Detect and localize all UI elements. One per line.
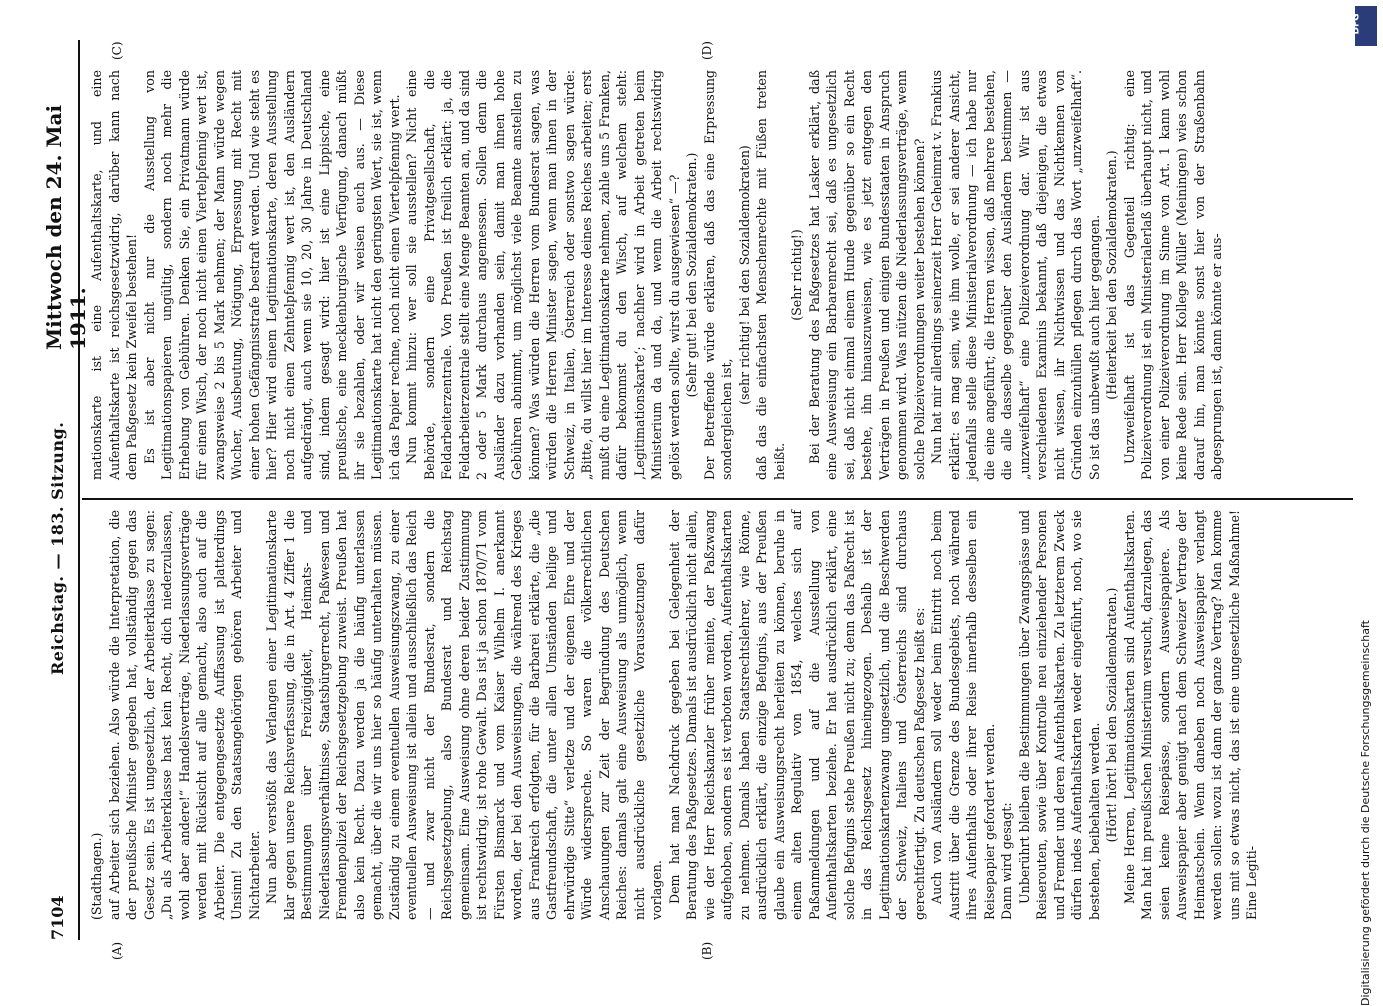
paragraph: Meine Herren, Legitimationskarten sind Aufenthaltskarten. Man hat im preußischen Ministerium versucht, darzulegen, das seien keine Reisepässe, sondern Ausweispapiere. Als Ausweispapier aber genügt nach dem Schweizer Vertrage der Heimatschein. Wenn daneben noch Ausweispapier verlangt werden sollen: wozu ist dann der ganze Vertrag? Man komme uns mit so etwas nicht, das ist eine ungesetzliche Maßnahme! Eine Legiti- — [1121, 510, 1259, 920]
interjection: (Hört! hört! bei den Sozialdemokraten.) — [1104, 587, 1119, 843]
interjection: (Sehr gut! bei den Sozialdemokraten.) — [684, 152, 699, 398]
dfg-logo: DFG — [1355, 6, 1377, 46]
page-number: 7104 — [48, 895, 67, 940]
page-header — [40, 40, 90, 940]
quotation: Unberührt bleiben die Bestimmungen über Zwangspässe und Reiserouten, sowie über Kontrolle neu einziehender Personen und Fremder und deren Aufenthaltskarten. Zu letzterem Zweck dürfen indes Aufenthaltskarten weder eingeführt, noch, wo sie bestehen, beibehalten werden. — [1016, 510, 1102, 920]
paragraph: auf Arbeiter sich beziehen. Also würde die Interpretation, die der preußische Minister gegeben hat, vollständig gegen das Gesetz sein. Es ist ungesetzlich, der Arbeiterklasse zu sagen: „Du als Arbeiterklasse hast kein Recht, dich niederzulassen, wohl aber andere!“ Handelsverträge, Niederlassungsverträge werden mit Rücksicht auf alle gemacht, also auch auf die Arbeiter. Die entgegengesetzte Auffassung ist platterdings Unsinn! Zu den Staatsangehörigen gehören Arbeiter und Nichtarbeiter. — [106, 510, 262, 920]
paragraph: Dem hat man Nachdruck gegeben bei Gelegenheit der Beratung des Paßgesetzes. Damals ist ausdrücklich nicht allein, wie der Herr Reichskanzler früher meinte, der Paßzwang aufgehoben, sondern es ist verboten worden, Aufenthaltskarten zu nehmen. Damals haben Staatsrechtslehrer, wie Rönne, ausdrücklich erklärt, die einzige Befugnis, aus der Preußen glaube ein Ausweisungsrecht herleiten zu können, beruhe in einem alten Regulativ von 1854, welches sich auf Paßanmeldungen und auf die Ausstellung von Aufenthaltskarten beziehe. Er hat ausdrücklich erklärt, eine solche Befugnis stehe Preußen nicht zu; denn das Paßrecht ist in das Reichsgesetz hineingezogen. Deshalb ist der Legitimationskartenzwang ungesetzlich, und die Beschwerden der Schweiz, Italiens und Österreichs sind durchaus gerechtfertigt. Zu deutschen Paßgesetz heißt es: — [666, 510, 927, 920]
session-date: Mittwoch den 24. Mai 1911. — [42, 104, 90, 350]
paragraph: Unzweifelhaft ist das Gegenteil richtig: eine Polizeiverordnung ist ein Ministerialerlaß überhaupt nicht, und von einer Polizeiverordnung im Sinne von Art. 1 kann wohl keine Rede sein. Herr Kollege Müller (Meiningen) wies schon darauf hin, man könnte sonst hier von der Straßenbahn abgesprungen ist, dann könnte er aus- — [1121, 70, 1224, 480]
digitization-credit: Digitalisierung gefördert durch die Deutsche Forschungsgemeinschaft — [1359, 620, 1372, 1006]
column-divider — [82, 498, 1353, 500]
margin-marker-a: (A) — [110, 941, 124, 960]
paragraph: daß das die einfachsten Menschenrechte mit Füßen treten heißt. — [754, 70, 787, 480]
margin-marker-b: (B) — [700, 941, 714, 960]
left-column — [88, 510, 1261, 920]
paragraph: Nun hat mir allerdings seinerzeit Herr Geheimrat v. Frankius erklärt: es mag sein, wie ihm wolle, er sei anderer Ansicht, jedenfalls stelle diese Ministerialverordnung — ich habe nur die eine angeführt; die Herren wissen, daß mehrere bestehen, die alle dasselbe gegenüber den Ausländern bestimmen — „unzweifelhaft“ eine Polizeiverordnung dar. Wir ist aus verschiedenen Examinis bekannt, daß diejenigen, die etwas nicht wissen, ihr Nichtwissen und das Nichtkennen von Gründen einzuhüllen pflegen durch das Wort „unzweifelhaft“. So ist das unbewußt auch hier gegangen. — [929, 70, 1102, 480]
paragraph: mationskarte ist eine Aufenthaltskarte, und eine Aufenthaltskarte ist reichsgesetzwidrig, darüber kann nach dem Paßgesetz kein Zweifel bestehen! — [89, 70, 139, 480]
paragraph: Der Betreffende würde erklären, daß das eine Erpressung sondergleichen ist, — [701, 70, 734, 480]
header-rule — [78, 40, 80, 940]
quotation: Auch von Ausländern soll weder beim Eintritt noch beim Austritt über die Grenze des Bundesgebiets, noch während ihres Aufenthalts oder ihrer Reise innerhalb desselben ein Reisepapier gefordert werden. — [929, 510, 997, 920]
paragraph: Bei der Beratung des Paßgesetzes hat Lasker erklärt, daß eine Ausweisung ein Barbarenrecht sei, daß es ungesetzlich sei, daß nicht einmal einem Hunde gegenüber so ein Recht bestehe, ihn hinauszuweisen, wie es jetzt entgegen den Verträgen in Preußen und einigen Bundesstaaten in Anspruch genommen wird. Was nützen die Niederlassungsverträge, wenn solche Polizeiverordnungen weiter bestehen können? — [806, 70, 927, 480]
paragraph: Nun kommt hinzu: wer soll sie ausstellen? Nicht eine Behörde, sondern eine Privatgesellschaft, die Feldarbeiterzentrale. Von Preußen ist freilich erklärt: ja, die Feldarbeiterzentrale stellt eine Menge Beamten an, und da sind 2 oder 5 Mark durchaus angemessen. Sollen denn die Ausländer dazu vorhanden sein, damit man ihnen hohe Gebühren abnimmt, um möglichst viele Beamte anstellen zu können? Was würden die Herren vom Bundesrat sagen, was würden die Herren Minister sagen, wenn man ihnen in der Schweiz, in Italien, Österreich oder sonstwo sagen würde: „Bitte, du willst hier im Interesse deines Reiches arbeiten; erst mußt du eine Legitimationskarte nehmen, zahle uns 5 Franken, dafür bekommst du den Wisch, auf welchem steht: ‚Legitimationskarte‘; nachher wird in Arbeit getreten beim Ministerium da und da, und wenn die Arbeit rechtswidrig gelöst werden sollte, wirst du ausgewiesen“ —? — [404, 70, 682, 480]
interjection: (sehr richtig! bei den Sozialdemokraten) — [736, 145, 752, 405]
margin-marker-c: (C) — [110, 41, 124, 60]
right-column — [88, 70, 1226, 480]
paragraph: Es ist aber nicht nur die Ausstellung von Legitimationspapieren ungültig, sondern noch mehr die Erhebung von Gebühren. Denken Sie, ein Privatmann würde für einen Wisch, der noch nicht einen Viertelpfennig wert ist, zwangsweise 2 bis 5 Mark nehmen; der Mann würde wegen Wucher, Ausbeutung, Nötigung, Erpressung mit Recht mit einer hohen Gefängnisstrafe bestraft werden. Und wie steht es hier? Hier wird einem Legitimationskarte, deren Ausstellung noch nicht einen Zehntelpfennig wert ist, den Ausländern aufgedrängt, auch wenn sie 10, 20, 30 Jahre in Deutschland sind, indem gesagt wird: hier ist eine Lippische, eine preußische, eine mecklenburgische Verfügung, danach müßt ihr sie bezahlen, oder wir weisen euch aus. — Diese Legitimationskarte hat nicht den geringsten Wert, sie ist, wenn ich das Papier rechne, noch nicht einen Viertelpfennig wert. — [141, 70, 402, 480]
paragraph: Nun aber verstößt das Verlangen einer Legitimationskarte klar gegen unsere Reichsverfassung, die in Art. 4 Ziffer 1 die Bestimmungen über Freizügigkeit, Heimats- und Niederlassungsverhältnisse, Staatsbürgerrecht, Paßwesen und Fremdenpolizei der Reichsgesetzgebung zuweist. Preußen hat also kein Recht. Dazu werden ja die häufig unterlassen gemacht, über die wir uns hier so häufig unterhalten müssen. Zuständig zu einem eventuellen Ausweisungszwang, zu einer eventuellen Ausweisung ist allein und ausschließlich das Reich — und zwar nicht der Bundesrat, sondern die Reichsgesetzgebung, also Bundesrat und Reichstag gemeinsam. Eine Ausweisung ohne deren beider Zustimmung ist rechtswidrig, ist rohe Gewalt. Das ist ja schon 1870/71 vom Fürsten Bismarck und vom Kaiser Wilhelm I. anerkannt worden, der bei den Ausweisungen, die während des Krieges aus Frankreich erfolgten, für die Barbarei erklärte, die „die Gastfreundschaft, die unter allen Umständen heilige und ehrwürdige Sitte“ verletze und der eigenen Ehre und der Würde widerspreche. So waren die völkerrechtlichen Anschauungen zur Zeit der Begründung des Deutschen Reiches: damals galt eine Ausweisung als unmöglich, wenn nicht ausdrückliche gesetzliche Voraussetzungen dafür vorlagen. — [264, 510, 664, 920]
interjection: (Sehr richtig!) — [789, 229, 804, 321]
interjection: (Heiterkeit bei den Sozialdemokraten.) — [1104, 150, 1119, 400]
paragraph: Dann wird gesagt: — [999, 802, 1014, 920]
speaker-name: (Stadthagen.) — [89, 832, 104, 920]
digitization-sidebar — [1351, 6, 1377, 1006]
session-title: Reichstag. — 183. Sitzung. — [48, 421, 67, 675]
margin-marker-d: (D) — [700, 41, 714, 60]
